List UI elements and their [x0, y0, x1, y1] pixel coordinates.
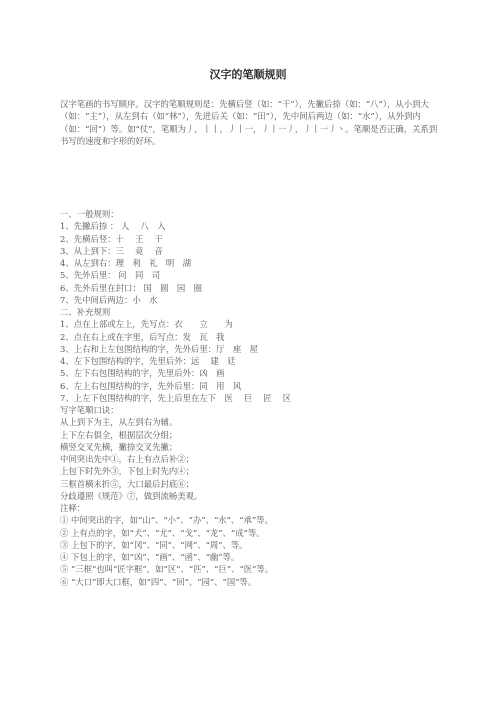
rule-line: ⑤ “三框”也叫“匠字框”，如“区”、“匹”、“巨”、“医”等。 — [60, 564, 274, 575]
rule-line: 1、点在上部或左上，先写点：衣 立 为 — [60, 319, 233, 330]
rule-line: 上包下时先外③，下包上时先内④； — [60, 466, 194, 477]
rule-line: ① 中间突出的字，如“山”、“小”、“办”、“水”、“承”等。 — [60, 515, 273, 526]
rule-line: 7、先中间后两边：小 水 — [60, 294, 158, 305]
rules-list — [60, 208, 440, 588]
rule-line: 二、补充规则 — [60, 307, 111, 317]
rule-line: 三框首横末折⑤，大口最后封底⑥； — [60, 478, 194, 489]
rule-line: 分歧遵照《规范》⑦，做到流畅美观。 — [60, 490, 203, 501]
rule-line: 3、上右和上左包围结构的字，先外后里：厅 座 屋 — [60, 343, 258, 354]
rule-line: 一、一般规则： — [60, 209, 119, 219]
rule-line: 注释： — [60, 503, 86, 513]
rule-line: 2、先横后竖：十 王 干 — [60, 233, 163, 244]
rule-line: ② 上有点的字，如“犬”、“尤”、“戈”、“龙”、“成”等。 — [60, 527, 265, 538]
rule-line: 4、左下包围结构的字，先里后外：远 建 廷 — [60, 356, 236, 366]
rule-line: ④ 下包上的字，如“凶”、“画”、“函”、“幽”等。 — [60, 552, 240, 562]
rule-line: 3、从上到下：三 竟 音 — [60, 245, 163, 256]
rule-line: 上下左右俱全，根据层次分组； — [60, 429, 178, 440]
rule-line: 4、从左到右：理 利 礼 明 湖 — [60, 258, 191, 268]
rule-line: 横竖交叉先横，撇捺交叉先撇； — [60, 441, 178, 452]
rule-line: 5、先外后里： 问 同 司 — [60, 270, 161, 281]
intro-paragraph: 汉字笔画的书写顺序。汉字的笔顺规则是：先横后竖（如：“干”），先撇后捺（如：“八”），从小到大（如：“主”），从左到右（如“林”），先进后关（如：“田”），先中间后两边（如：“水”），从外到内（如：“回”）等。如“仗”，笔顺为丿，丨丨，丿丨一，丿丨一丿，丿丨一丿丶。笔顺是否正确，关系到书写的速度和字形的好坏。 — [60, 99, 438, 146]
rule-line: 1、先撇后捺 ： 人 八 入 — [60, 221, 166, 232]
rule-line: 5、左下右包围结构的字，先里后外：凶 画 — [60, 368, 225, 379]
rule-line: 2、点在右上或在字里，后写点：发 瓦 我 — [60, 331, 225, 342]
rule-line: 6、左上右包围结构的字，先外后里：同 用 风 — [60, 380, 242, 391]
rule-line: 6、先外后里在封口： 国 圆 园 圈 — [60, 282, 202, 293]
rule-line: 7、上左下包围结构的字，先上后里在左下 医 巨 匠 区 — [60, 392, 292, 403]
document-title: 汉字的笔顺规则 — [209, 68, 287, 81]
rule-line: 从上到下为主，从左到右为辅。 — [60, 417, 178, 428]
rule-line: ③ 上包下的字，如“冈”、“同”、“网”、“周”、等。 — [60, 539, 248, 550]
rule-line: 写字笔顺口诀： — [60, 405, 119, 415]
rule-line: 中间突出先中①，右上有点后补②； — [60, 454, 194, 464]
rule-line: ⑥ “大口”即大口框，如“四”、“回”、“园”、“国”等。 — [60, 576, 257, 587]
